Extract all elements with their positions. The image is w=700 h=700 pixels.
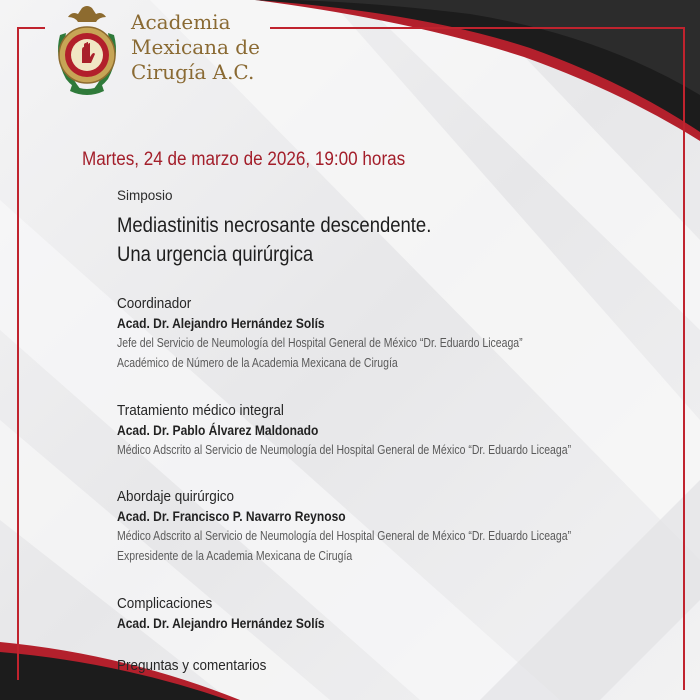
- speaker-name: Acad. Dr. Francisco P. Navarro Reynoso: [117, 508, 346, 524]
- topic-section: [117, 487, 658, 566]
- section-heading: Coordinador: [117, 295, 192, 312]
- organization-name-line: Mexicana de: [131, 35, 260, 59]
- organization-name-line: Cirugía A.C.: [131, 60, 255, 84]
- event-type: Simposio: [117, 188, 173, 203]
- section-heading: Complicaciones: [117, 595, 213, 612]
- coordinator-section: [117, 294, 600, 373]
- speaker-detail: Médico Adscrito al Servicio de Neumología del Hospital General de México “Dr. Eduardo Liceaga”: [117, 529, 572, 543]
- speaker-detail: Expresidente de la Academia Mexicana de Cirugía: [117, 549, 353, 563]
- section-heading: Tratamiento médico integral: [117, 402, 284, 419]
- speaker-detail: Jefe del Servicio de Neumología del Hospital General de México “Dr. Eduardo Liceaga”: [117, 336, 523, 350]
- speaker-name: Acad. Dr. Alejandro Hernández Solís: [117, 615, 325, 631]
- topic-section: [117, 594, 358, 633]
- section-heading: Abordaje quirúrgico: [117, 488, 235, 505]
- speaker-detail: Médico Adscrito al Servicio de Neumología del Hospital General de México “Dr. Eduardo Liceaga”: [117, 443, 572, 457]
- event-title-line: Una urgencia quirúrgica: [117, 243, 314, 266]
- event-title: [117, 211, 431, 269]
- speaker-detail: Académico de Número de la Academia Mexicana de Cirugía: [117, 356, 398, 370]
- speaker-name: Acad. Dr. Alejandro Hernández Solís: [117, 315, 325, 331]
- closing-section: [117, 656, 283, 675]
- event-title-line: Mediastinitis necrosante descendente.: [117, 214, 432, 237]
- organization-name-line: Academia: [131, 10, 231, 34]
- speaker-name: Acad. Dr. Pablo Álvarez Maldonado: [117, 422, 319, 438]
- section-heading: Preguntas y comentarios: [117, 657, 267, 674]
- topic-section: [117, 401, 658, 460]
- event-date: Martes, 24 de marzo de 2026, 19:00 horas: [82, 149, 406, 170]
